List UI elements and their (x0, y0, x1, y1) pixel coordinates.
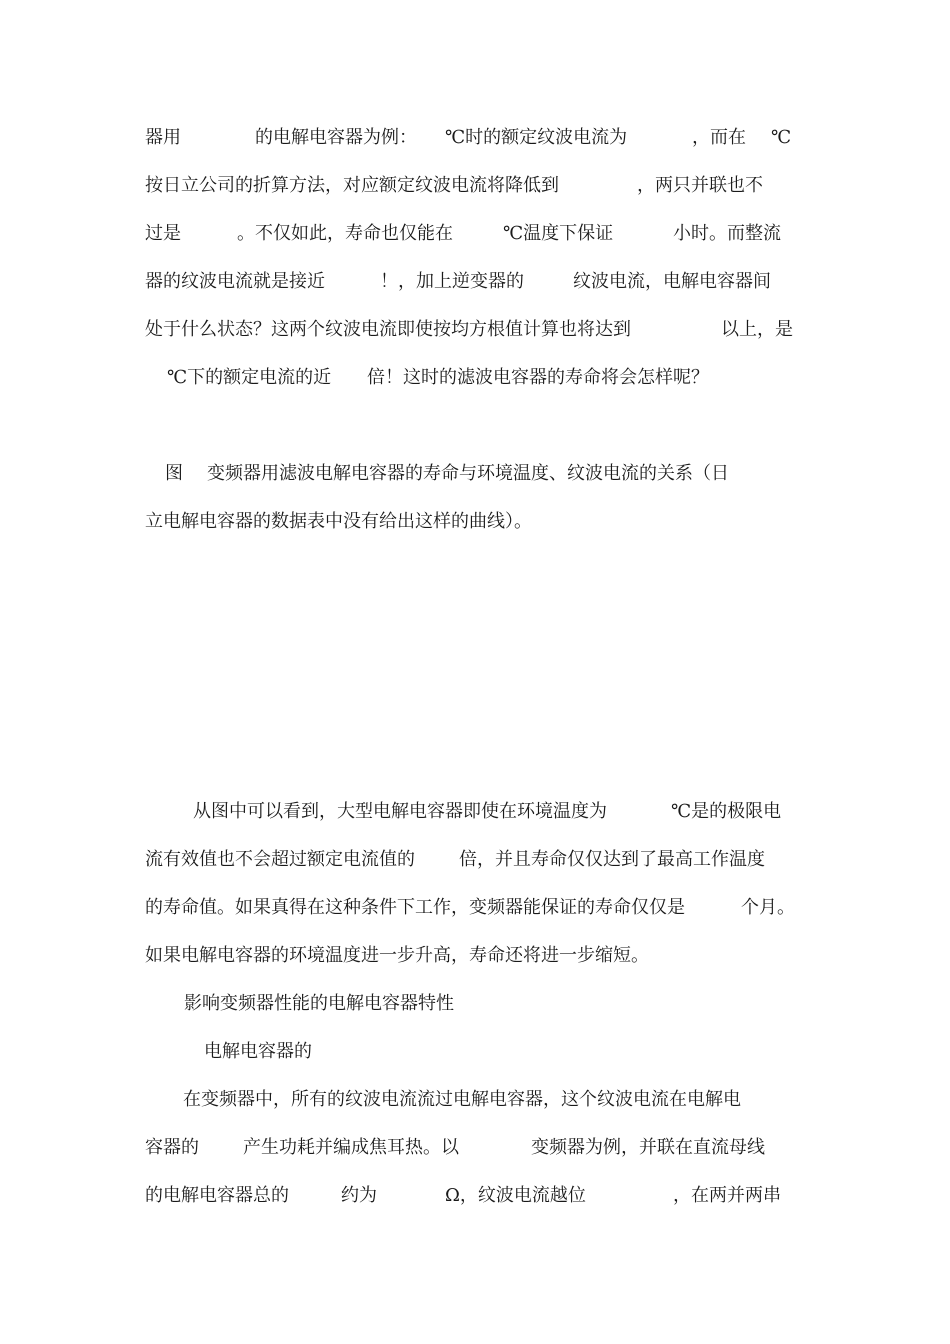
text-segment: ℃ (771, 127, 792, 148)
text-segment: 的寿命值。如果真得在这种条件下工作，变频器能保证的寿命仅仅是 (145, 897, 685, 918)
text-segment: 个月。 (741, 897, 795, 918)
text-segment: 处于什么状态？这两个纹波电流即使按均方根值计算也将达到 (145, 319, 631, 340)
text-segment: ，在两并两串 (673, 1185, 781, 1206)
text-segment: 纹波电流，电解电容器间 (573, 271, 771, 292)
text-segment: 图 (165, 463, 183, 484)
text-segment: 立电解电容器的数据表中没有给出这样的曲线）。 (145, 511, 532, 532)
text-segment: 的电解电容器为例： (255, 127, 417, 148)
text-segment: 的电解电容器总的 (145, 1185, 289, 1206)
text-segment: 从图中可以看到，大型电解电容器即使在环境温度为 (193, 801, 607, 822)
text-segment: 过是 (145, 223, 181, 244)
text-segment: ，两只并联也不 (637, 175, 763, 196)
text-segment: 器的纹波电流就是接近 (145, 271, 325, 292)
text-segment: 流有效值也不会超过额定电流值的 (145, 849, 415, 870)
text-segment: 倍！这时的滤波电容器的寿命将会怎样呢？ (367, 367, 709, 388)
text-segment: 在变频器中，所有的纹波电流流过电解电容器，这个纹波电流在电解电 (183, 1089, 741, 1110)
text-segment: 器用 (145, 127, 181, 148)
text-segment: 按日立公司的折算方法，对应额定纹波电流将降低到 (145, 175, 559, 196)
heading-text: 电解电容器的 (204, 1041, 312, 1062)
text-segment: 以上，是 (721, 319, 793, 340)
text-segment: ！，加上逆变器的 (380, 271, 524, 292)
text-segment: ℃温度下保证 (503, 223, 614, 244)
text-segment: ℃时的额定纹波电流为 (445, 127, 628, 148)
text-segment: ，而在 (692, 127, 746, 148)
text-segment: 如果电解电容器的环境温度进一步升高，寿命还将进一步缩短。 (145, 945, 649, 966)
text-segment: 产生功耗并编成焦耳热。以 (243, 1137, 459, 1158)
text-segment: 小时。而整流 (673, 223, 781, 244)
text-segment: 变频器用滤波电解电容器的寿命与环境温度、纹波电流的关系（日 (207, 463, 729, 484)
text-segment: 变频器为例，并联在直流母线 (531, 1137, 765, 1158)
text-segment: 容器的 (145, 1137, 199, 1158)
heading-text: 影响变频器性能的电解电容器特性 (184, 993, 454, 1014)
text-segment: 。不仅如此，寿命也仅能在 (237, 223, 453, 244)
text-segment: Ω，纹波电流越位 (445, 1185, 586, 1206)
text-segment: ℃下的额定电流的近 (167, 367, 332, 388)
text-segment: 倍，并且寿命仅仅达到了最高工作温度 (459, 849, 765, 870)
text-segment: ℃是的极限电 (671, 801, 782, 822)
text-segment: 约为 (341, 1185, 377, 1206)
